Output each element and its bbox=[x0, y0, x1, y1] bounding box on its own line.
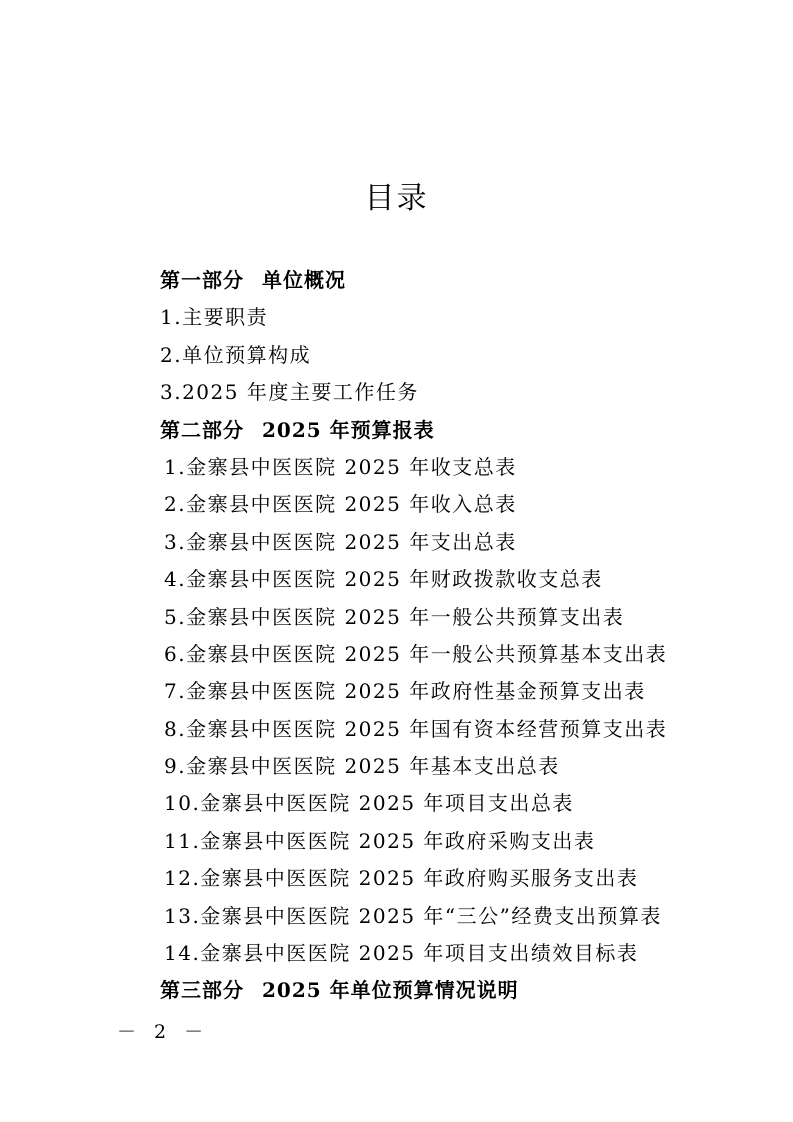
section-number: 第二部分 bbox=[160, 417, 244, 442]
toc-item[interactable]: 11.金寨县中医医院 2025 年政府采购支出表 bbox=[164, 828, 596, 853]
toc-item[interactable]: 2.金寨县中医医院 2025 年收入总表 bbox=[164, 492, 517, 517]
toc-item[interactable]: 6.金寨县中医医院 2025 年一般公共预算基本支出表 bbox=[164, 641, 668, 666]
toc-item[interactable]: 12.金寨县中医医院 2025 年政府购买服务支出表 bbox=[164, 866, 639, 891]
toc-section-part-3[interactable] bbox=[160, 972, 760, 1009]
toc-item[interactable]: 13.金寨县中医医院 2025 年“三公”经费支出预算表 bbox=[164, 903, 662, 928]
toc-item[interactable]: 1.金寨县中医医院 2025 年收支总表 bbox=[164, 454, 517, 479]
page-title: 目录 bbox=[364, 181, 429, 216]
toc-item[interactable]: 2.单位预算构成 bbox=[160, 342, 312, 367]
toc-item[interactable]: 4.金寨县中医医院 2025 年财政拨款收支总表 bbox=[164, 567, 603, 592]
toc-item[interactable]: 3.2025 年度主要工作任务 bbox=[160, 380, 419, 405]
page-number: － 2 － bbox=[117, 1021, 210, 1043]
toc-item[interactable]: 3.金寨县中医医院 2025 年支出总表 bbox=[164, 529, 517, 554]
section-title: 2025 年预算报表 bbox=[262, 417, 435, 442]
toc-section-part-1[interactable] bbox=[160, 262, 760, 299]
toc-item[interactable]: 1.主要职责 bbox=[160, 305, 269, 330]
section-title: 2025 年单位预算情况说明 bbox=[262, 978, 519, 1003]
section-number: 第一部分 bbox=[160, 268, 244, 292]
toc-item[interactable]: 7.金寨县中医医院 2025 年政府性基金预算支出表 bbox=[164, 679, 646, 704]
toc-item[interactable]: 14.金寨县中医医院 2025 年项目支出绩效目标表 bbox=[164, 941, 639, 966]
toc-item[interactable]: 5.金寨县中医医院 2025 年一般公共预算支出表 bbox=[164, 604, 625, 629]
toc-item[interactable]: 8.金寨县中医医院 2025 年国有资本经营预算支出表 bbox=[164, 716, 668, 741]
toc-item[interactable]: 9.金寨县中医医院 2025 年基本支出总表 bbox=[164, 754, 560, 779]
toc-item[interactable]: 10.金寨县中医医院 2025 年项目支出总表 bbox=[164, 791, 574, 816]
section-title: 单位概况 bbox=[262, 268, 346, 292]
table-of-contents bbox=[160, 262, 760, 1010]
toc-section-part-2[interactable] bbox=[160, 412, 760, 449]
section-number: 第三部分 bbox=[160, 978, 244, 1003]
